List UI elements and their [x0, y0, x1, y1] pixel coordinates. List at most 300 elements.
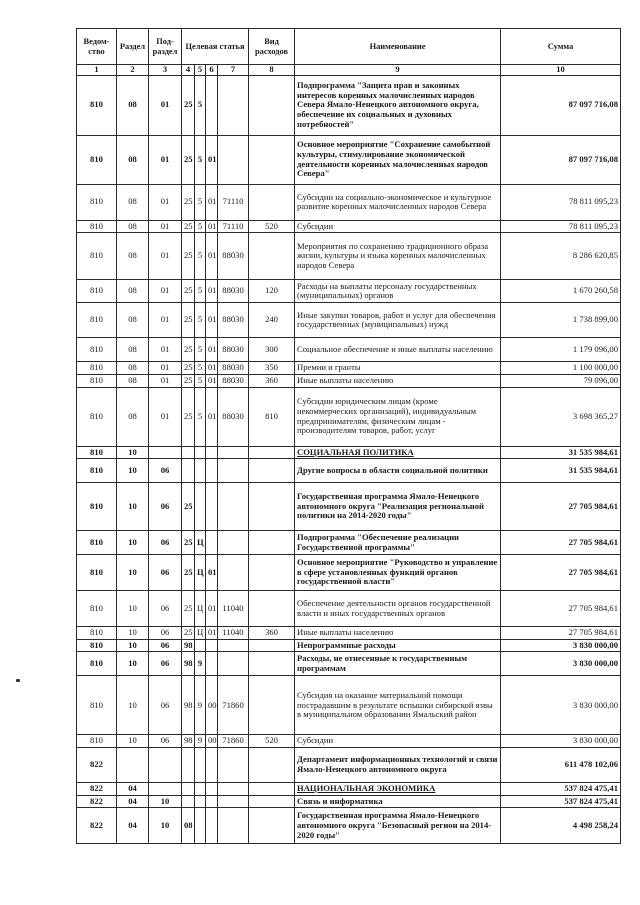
cell-target-program: 25	[182, 220, 195, 233]
cell-target-program: 25	[182, 280, 195, 303]
header-row	[77, 29, 621, 65]
cell-sum: 611 478 102,06	[501, 748, 621, 783]
cell-target-activity: 01	[206, 303, 218, 338]
cell-sum: 1 738 899,00	[501, 303, 621, 338]
cell-target-subprogram	[195, 808, 206, 844]
cell-name: Основное мероприятие "Сохранение самобытной культуры, стимулирование экономической деятельности коренных малочисленных народов Севера"	[295, 135, 501, 184]
cell-target-direction: 71860	[218, 676, 249, 735]
table-row	[77, 531, 621, 555]
cell-target-subprogram	[195, 446, 206, 459]
cell-exptype	[249, 446, 295, 459]
cell-section: 04	[117, 783, 149, 796]
cell-section: 10	[117, 483, 149, 531]
cell-sum: 27 705 984,61	[501, 555, 621, 591]
header-subsection: Под-раздел	[149, 29, 182, 65]
cell-name: Субсидии на социально-экономическое и культурное развитие коренных малочисленных народов Севера	[295, 184, 501, 220]
cell-dept: 810	[77, 280, 117, 303]
cell-target-direction	[218, 483, 249, 531]
table-row	[77, 233, 621, 280]
cell-exptype	[249, 184, 295, 220]
cell-sum: 31 535 984,61	[501, 459, 621, 483]
table-row	[77, 555, 621, 591]
cell-target-activity: 01	[206, 627, 218, 640]
cell-target-program: 25	[182, 387, 195, 446]
cell-target-direction	[218, 808, 249, 844]
cell-section: 08	[117, 387, 149, 446]
header-section: Раздел	[117, 29, 149, 65]
cell-exptype: 520	[249, 735, 295, 748]
cell-name: Субсидии юридическим лицам (кроме некоммерческих организаций), индивидуальным предпринимателям, физическим лицам - производителям товаров, работ, услуг	[295, 387, 501, 446]
col-number: 3	[149, 65, 182, 76]
cell-subsection	[149, 783, 182, 796]
cell-name: Другие вопросы в области социальной политики	[295, 459, 501, 483]
cell-target-program	[182, 795, 195, 808]
cell-section: 08	[117, 362, 149, 375]
cell-name: Расходы на выплаты персоналу государственных (муниципальных) органов	[295, 280, 501, 303]
table-row	[77, 135, 621, 184]
cell-target-direction	[218, 652, 249, 676]
header-name: Наименование	[295, 29, 501, 65]
cell-dept: 810	[77, 374, 117, 387]
cell-name: Иные выплаты населению	[295, 374, 501, 387]
cell-section: 10	[117, 652, 149, 676]
cell-exptype	[249, 483, 295, 531]
cell-section: 10	[117, 446, 149, 459]
cell-dept: 810	[77, 362, 117, 375]
cell-target-subprogram: Ц	[195, 531, 206, 555]
cell-exptype	[249, 531, 295, 555]
col-number: 7	[218, 65, 249, 76]
cell-target-program: 25	[182, 233, 195, 280]
cell-sum: 78 811 095,23	[501, 220, 621, 233]
cell-target-direction	[218, 795, 249, 808]
col-number: 1	[77, 65, 117, 76]
cell-exptype: 240	[249, 303, 295, 338]
header-sum: Сумма	[501, 29, 621, 65]
cell-subsection	[149, 446, 182, 459]
cell-sum: 1 100 000,00	[501, 362, 621, 375]
cell-dept: 810	[77, 483, 117, 531]
cell-dept: 810	[77, 735, 117, 748]
cell-subsection: 01	[149, 280, 182, 303]
cell-section: 10	[117, 459, 149, 483]
cell-name: Субсидия на оказание материальной помощи пострадавшим в результате вспышки сибирской язвы в муниципальном образовании Ямальский район	[295, 676, 501, 735]
cell-section: 10	[117, 639, 149, 652]
cell-exptype	[249, 795, 295, 808]
cell-exptype	[249, 591, 295, 627]
table-row	[77, 184, 621, 220]
cell-exptype: 300	[249, 338, 295, 362]
table-row	[77, 591, 621, 627]
cell-subsection: 06	[149, 555, 182, 591]
cell-dept: 810	[77, 75, 117, 135]
cell-target-subprogram: 5	[195, 75, 206, 135]
column-numbers-row	[77, 65, 621, 76]
cell-target-activity	[206, 639, 218, 652]
cell-dept: 810	[77, 531, 117, 555]
cell-target-subprogram: 9	[195, 652, 206, 676]
cell-name: Мероприятия по сохранению традиционного образа жизни, культуры и языка коренных малочисленных народов Севера	[295, 233, 501, 280]
cell-exptype: 810	[249, 387, 295, 446]
cell-target-direction: 88030	[218, 387, 249, 446]
cell-section: 08	[117, 374, 149, 387]
cell-target-direction: 88030	[218, 233, 249, 280]
cell-target-subprogram: Ц	[195, 555, 206, 591]
table-row	[77, 362, 621, 375]
table-row	[77, 783, 621, 796]
cell-target-activity	[206, 808, 218, 844]
cell-dept: 810	[77, 676, 117, 735]
cell-target-direction	[218, 748, 249, 783]
cell-name: Премии и гранты	[295, 362, 501, 375]
cell-sum: 27 705 984,61	[501, 591, 621, 627]
cell-subsection: 10	[149, 808, 182, 844]
table-row	[77, 652, 621, 676]
cell-dept: 810	[77, 184, 117, 220]
cell-name: Расходы, не отнесенные к государственным программам	[295, 652, 501, 676]
cell-target-direction: 88030	[218, 362, 249, 375]
table-row	[77, 303, 621, 338]
cell-sum: 27 705 984,61	[501, 627, 621, 640]
cell-target-subprogram	[195, 483, 206, 531]
cell-target-program	[182, 446, 195, 459]
margin-mark	[16, 679, 20, 682]
cell-name: Непрограммные расходы	[295, 639, 501, 652]
col-number: 4	[182, 65, 195, 76]
cell-dept: 810	[77, 303, 117, 338]
cell-target-subprogram: 5	[195, 387, 206, 446]
cell-dept: 810	[77, 135, 117, 184]
cell-exptype: 360	[249, 627, 295, 640]
cell-target-activity: 01	[206, 387, 218, 446]
cell-exptype: 520	[249, 220, 295, 233]
cell-target-activity: 01	[206, 338, 218, 362]
cell-dept: 810	[77, 459, 117, 483]
cell-subsection: 01	[149, 233, 182, 280]
cell-target-activity	[206, 748, 218, 783]
cell-subsection: 01	[149, 184, 182, 220]
cell-name: Субсидии	[295, 220, 501, 233]
cell-target-subprogram: 9	[195, 735, 206, 748]
cell-sum: 79 096,00	[501, 374, 621, 387]
cell-subsection: 06	[149, 483, 182, 531]
cell-target-program: 25	[182, 591, 195, 627]
cell-sum: 78 811 095,23	[501, 184, 621, 220]
cell-section: 10	[117, 676, 149, 735]
cell-sum: 3 830 000,00	[501, 639, 621, 652]
cell-target-program: 25	[182, 531, 195, 555]
cell-target-activity	[206, 446, 218, 459]
cell-section: 04	[117, 808, 149, 844]
cell-target-activity: 01	[206, 362, 218, 375]
cell-target-direction: 71860	[218, 735, 249, 748]
cell-exptype	[249, 135, 295, 184]
table-row	[77, 795, 621, 808]
cell-target-subprogram: 5	[195, 135, 206, 184]
cell-name: СОЦИАЛЬНАЯ ПОЛИТИКА	[295, 446, 501, 459]
table-row	[77, 808, 621, 844]
table-row	[77, 446, 621, 459]
cell-section: 08	[117, 135, 149, 184]
header-dept: Ведом-ство	[77, 29, 117, 65]
table-row	[77, 374, 621, 387]
cell-target-subprogram	[195, 795, 206, 808]
cell-section: 10	[117, 555, 149, 591]
cell-exptype	[249, 676, 295, 735]
cell-target-subprogram: 5	[195, 220, 206, 233]
cell-subsection	[149, 748, 182, 783]
cell-target-subprogram	[195, 639, 206, 652]
cell-target-direction: 88030	[218, 374, 249, 387]
cell-target-subprogram: 5	[195, 338, 206, 362]
table-row	[77, 627, 621, 640]
cell-target-direction	[218, 555, 249, 591]
table-row	[77, 748, 621, 783]
cell-sum: 3 698 365,27	[501, 387, 621, 446]
cell-exptype	[249, 783, 295, 796]
cell-target-subprogram	[195, 748, 206, 783]
cell-dept: 810	[77, 446, 117, 459]
cell-target-direction	[218, 459, 249, 483]
cell-dept: 810	[77, 233, 117, 280]
cell-target-direction: 11040	[218, 591, 249, 627]
cell-subsection: 01	[149, 338, 182, 362]
cell-target-activity	[206, 483, 218, 531]
cell-section	[117, 748, 149, 783]
cell-sum: 1 670 260,58	[501, 280, 621, 303]
cell-name: Подпрограмма "Обеспечение реализации Государственной программы"	[295, 531, 501, 555]
cell-section: 08	[117, 233, 149, 280]
cell-target-direction	[218, 639, 249, 652]
cell-target-subprogram: Ц	[195, 591, 206, 627]
cell-subsection: 06	[149, 735, 182, 748]
cell-subsection: 06	[149, 591, 182, 627]
cell-subsection: 01	[149, 135, 182, 184]
cell-name: Иные выплаты населению	[295, 627, 501, 640]
cell-dept: 810	[77, 387, 117, 446]
cell-name: Подпрограмма "Защита прав и законных интересов коренных малочисленных народов Севера Ямало-Ненецкого автономного округа, обеспечение их социальных и духовных потребностей"	[295, 75, 501, 135]
cell-section: 10	[117, 531, 149, 555]
cell-target-direction: 88030	[218, 280, 249, 303]
cell-subsection: 06	[149, 652, 182, 676]
cell-target-subprogram: 5	[195, 374, 206, 387]
cell-target-activity	[206, 75, 218, 135]
cell-target-subprogram: 5	[195, 184, 206, 220]
cell-target-subprogram: 5	[195, 280, 206, 303]
cell-name: НАЦИОНАЛЬНАЯ ЭКОНОМИКА	[295, 783, 501, 796]
cell-name: Государственная программа Ямало-Ненецкого автономного округа "Реализация региональной политики на 2014-2020 годы"	[295, 483, 501, 531]
cell-subsection: 01	[149, 362, 182, 375]
cell-dept: 822	[77, 795, 117, 808]
cell-exptype	[249, 555, 295, 591]
cell-subsection: 01	[149, 387, 182, 446]
cell-sum: 31 535 984,61	[501, 446, 621, 459]
table-row	[77, 735, 621, 748]
cell-target-program: 98	[182, 639, 195, 652]
cell-name: Департамент информационных технологий и связи Ямало-Ненецкого автономного округа	[295, 748, 501, 783]
col-number: 8	[249, 65, 295, 76]
cell-section: 08	[117, 338, 149, 362]
cell-target-activity	[206, 531, 218, 555]
cell-exptype	[249, 639, 295, 652]
cell-target-program: 25	[182, 303, 195, 338]
cell-target-activity: 01	[206, 135, 218, 184]
cell-section: 08	[117, 303, 149, 338]
cell-dept: 822	[77, 808, 117, 844]
cell-target-subprogram: 9	[195, 676, 206, 735]
cell-target-activity: 00	[206, 735, 218, 748]
cell-target-direction	[218, 135, 249, 184]
cell-name: Иные закупки товаров, работ и услуг для обеспечения государственных (муниципальных) нужд	[295, 303, 501, 338]
cell-target-activity	[206, 795, 218, 808]
col-number: 10	[501, 65, 621, 76]
cell-subsection: 01	[149, 220, 182, 233]
cell-subsection: 01	[149, 303, 182, 338]
cell-target-program: 25	[182, 627, 195, 640]
cell-target-activity: 01	[206, 280, 218, 303]
cell-section: 08	[117, 184, 149, 220]
cell-dept: 810	[77, 627, 117, 640]
cell-exptype	[249, 459, 295, 483]
cell-target-activity: 01	[206, 220, 218, 233]
cell-target-direction: 88030	[218, 303, 249, 338]
table-row	[77, 338, 621, 362]
cell-target-direction	[218, 446, 249, 459]
cell-target-program: 25	[182, 555, 195, 591]
cell-subsection: 06	[149, 531, 182, 555]
cell-sum: 537 824 475,41	[501, 795, 621, 808]
cell-target-subprogram: 5	[195, 362, 206, 375]
cell-sum: 27 705 984,61	[501, 531, 621, 555]
cell-target-subprogram	[195, 459, 206, 483]
cell-section: 10	[117, 627, 149, 640]
cell-exptype	[249, 233, 295, 280]
cell-subsection: 01	[149, 75, 182, 135]
cell-name: Субсидии	[295, 735, 501, 748]
cell-target-direction: 88030	[218, 338, 249, 362]
cell-sum: 3 830 000,00	[501, 676, 621, 735]
cell-subsection: 06	[149, 639, 182, 652]
cell-target-program: 25	[182, 184, 195, 220]
cell-exptype: 350	[249, 362, 295, 375]
cell-target-program	[182, 783, 195, 796]
cell-name: Основное мероприятие "Руководство и управление в сфере установленных функций органов государственной власти"	[295, 555, 501, 591]
cell-dept: 810	[77, 639, 117, 652]
cell-target-activity: 01	[206, 374, 218, 387]
cell-target-activity	[206, 783, 218, 796]
cell-target-direction	[218, 75, 249, 135]
cell-dept: 810	[77, 220, 117, 233]
header-exptype: Вид расходов	[249, 29, 295, 65]
cell-section: 10	[117, 735, 149, 748]
cell-target-direction	[218, 531, 249, 555]
cell-target-program: 98	[182, 652, 195, 676]
budget-table	[76, 28, 621, 844]
col-number: 2	[117, 65, 149, 76]
col-number: 6	[206, 65, 218, 76]
cell-target-activity	[206, 459, 218, 483]
cell-target-program	[182, 748, 195, 783]
cell-target-subprogram	[195, 783, 206, 796]
cell-target-direction: 71110	[218, 184, 249, 220]
cell-sum: 8 286 620,85	[501, 233, 621, 280]
cell-target-program	[182, 459, 195, 483]
header-target: Целевая статья	[182, 29, 249, 65]
table-row	[77, 280, 621, 303]
cell-dept: 810	[77, 652, 117, 676]
cell-target-activity: 01	[206, 591, 218, 627]
cell-target-direction	[218, 783, 249, 796]
cell-section: 08	[117, 75, 149, 135]
table-row	[77, 676, 621, 735]
cell-target-direction: 71110	[218, 220, 249, 233]
cell-sum: 27 705 984,61	[501, 483, 621, 531]
cell-exptype: 120	[249, 280, 295, 303]
cell-sum: 537 824 475,41	[501, 783, 621, 796]
table-row	[77, 75, 621, 135]
table-row	[77, 483, 621, 531]
cell-exptype	[249, 808, 295, 844]
col-number: 5	[195, 65, 206, 76]
cell-name: Обеспечение деятельности органов государственной власти и иных государственных органов	[295, 591, 501, 627]
cell-exptype	[249, 748, 295, 783]
cell-section: 08	[117, 280, 149, 303]
cell-subsection: 06	[149, 676, 182, 735]
cell-target-program: 25	[182, 135, 195, 184]
cell-dept: 822	[77, 748, 117, 783]
table-body	[77, 75, 621, 844]
cell-target-subprogram: Ц	[195, 627, 206, 640]
table-row	[77, 639, 621, 652]
cell-section: 04	[117, 795, 149, 808]
cell-target-program: 98	[182, 676, 195, 735]
cell-subsection: 06	[149, 459, 182, 483]
cell-dept: 810	[77, 555, 117, 591]
cell-subsection: 06	[149, 627, 182, 640]
cell-exptype	[249, 75, 295, 135]
cell-section: 10	[117, 591, 149, 627]
cell-sum: 87 097 716,08	[501, 135, 621, 184]
cell-name: Государственная программа Ямало-Ненецкого автономного округа "Безопасный регион на 2014-2020 годы"	[295, 808, 501, 844]
cell-target-program: 25	[182, 483, 195, 531]
cell-dept: 822	[77, 783, 117, 796]
table-row	[77, 459, 621, 483]
cell-sum: 3 830 000,00	[501, 735, 621, 748]
table-row	[77, 387, 621, 446]
cell-target-activity: 01	[206, 184, 218, 220]
cell-exptype: 360	[249, 374, 295, 387]
cell-dept: 810	[77, 338, 117, 362]
cell-section: 08	[117, 220, 149, 233]
cell-target-activity: 00	[206, 676, 218, 735]
cell-target-subprogram: 5	[195, 233, 206, 280]
cell-target-program: 25	[182, 75, 195, 135]
cell-target-program: 08	[182, 808, 195, 844]
cell-target-program: 25	[182, 362, 195, 375]
cell-sum: 3 830 000,00	[501, 652, 621, 676]
cell-target-program: 98	[182, 735, 195, 748]
cell-target-program: 25	[182, 338, 195, 362]
cell-sum: 1 179 096,00	[501, 338, 621, 362]
cell-name: Социальное обеспечение и иные выплаты населению	[295, 338, 501, 362]
cell-target-subprogram: 5	[195, 303, 206, 338]
cell-target-activity: 01	[206, 233, 218, 280]
cell-sum: 87 097 716,08	[501, 75, 621, 135]
cell-name: Связь и информатика	[295, 795, 501, 808]
cell-target-direction: 11040	[218, 627, 249, 640]
cell-target-activity	[206, 652, 218, 676]
cell-exptype	[249, 652, 295, 676]
